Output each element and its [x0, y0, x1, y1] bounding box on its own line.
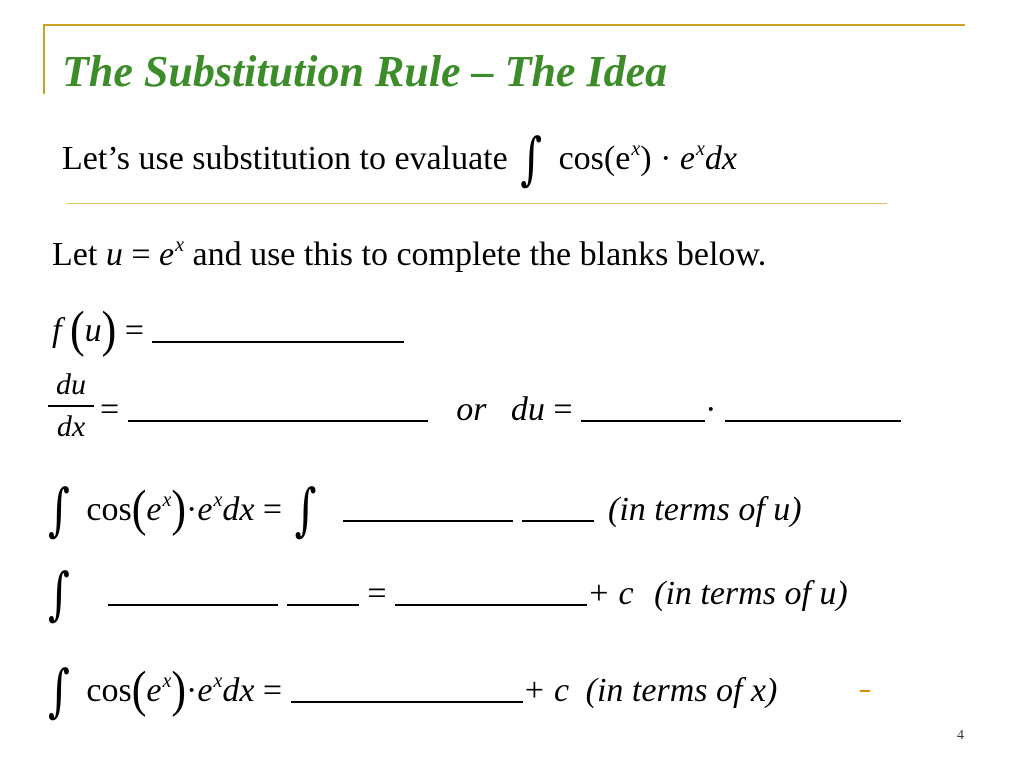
dot-operator: ·: [660, 140, 672, 177]
intro-line: [62, 125, 737, 192]
frac-bar: [48, 405, 94, 407]
fu-f: f: [52, 312, 62, 349]
e-var: e: [197, 672, 213, 709]
cos-word: cos: [86, 672, 132, 709]
blank-antiderivative-u[interactable]: [395, 602, 587, 606]
let-eq: =: [131, 236, 151, 273]
exponent-x: x: [631, 138, 641, 160]
exponent-x: x: [695, 138, 705, 160]
frame-top-rule: [43, 24, 965, 26]
integral-sign: ∫: [48, 476, 70, 543]
integral-sign: ∫: [294, 476, 317, 543]
frame-left-rule: [43, 24, 45, 94]
du-word: du: [510, 391, 545, 428]
slide-title: The Substitution Rule – The Idea: [62, 47, 668, 96]
let-prefix: Let: [52, 236, 98, 273]
intro-dx: dx: [704, 140, 737, 177]
blank-du-2[interactable]: [287, 602, 359, 606]
in-terms-of-u: (in terms of u): [608, 491, 802, 528]
intro-integrand-close: ): [640, 140, 652, 177]
exponent-x: x: [213, 670, 223, 692]
dot-operator: ·: [705, 391, 717, 428]
eq-sign: =: [367, 575, 387, 612]
in-terms-of-x: (in terms of x): [585, 672, 778, 709]
dx-var: dx: [222, 491, 255, 528]
let-suffix: and use this to complete the blanks below.: [192, 236, 767, 273]
fu-line: [52, 301, 404, 358]
e-var: e: [197, 491, 213, 528]
intro-text: Let’s use substitution to evaluate: [62, 140, 508, 177]
e-var: e: [146, 491, 162, 528]
close-paren: ): [171, 661, 187, 718]
integral-line-1: [44, 476, 802, 543]
blank-fu[interactable]: [152, 339, 404, 343]
let-e: e: [159, 236, 175, 273]
integral-sign: ∫: [48, 560, 70, 627]
close-paren: ): [171, 480, 187, 537]
exponent-x: x: [162, 489, 172, 511]
frac-numerator: du: [56, 368, 86, 401]
integral-line-2: [44, 560, 848, 627]
blank-dudx[interactable]: [128, 418, 428, 422]
blank-antiderivative-x[interactable]: [291, 699, 523, 703]
cos-word: cos: [86, 491, 132, 528]
integral-sign: ∫: [48, 657, 70, 724]
let-line: [52, 234, 767, 273]
section-divider: [67, 203, 887, 204]
open-paren: (: [69, 301, 85, 358]
let-u: u: [105, 236, 123, 273]
eq-sign: =: [262, 491, 283, 528]
blank-du-factor-2[interactable]: [725, 418, 901, 422]
intro-e: e: [679, 140, 695, 177]
blank-integrand-u-2[interactable]: [108, 602, 278, 606]
fu-u: u: [84, 312, 102, 349]
or-word: or: [456, 391, 487, 428]
plus-c: + c: [587, 575, 634, 612]
dot-operator: ·: [186, 672, 198, 709]
blank-integrand-u[interactable]: [343, 518, 513, 522]
open-paren: (: [131, 480, 147, 537]
exponent-x: x: [213, 489, 223, 511]
exponent-x: x: [162, 670, 172, 692]
intro-integrand-cos: cos(e: [558, 140, 631, 177]
integral-sign: ∫: [520, 125, 543, 192]
du-eq: =: [553, 391, 573, 428]
open-paren: (: [131, 661, 147, 718]
du-dx-fraction: [48, 368, 94, 444]
dot-operator: ·: [186, 491, 198, 528]
dudx-eq: =: [100, 391, 120, 428]
orange-mark: [860, 690, 870, 692]
fu-eq: =: [124, 312, 144, 349]
dx-var: dx: [222, 672, 255, 709]
integral-line-3: [44, 657, 778, 724]
plus-c: + c: [522, 672, 570, 709]
exponent-x: x: [175, 234, 184, 256]
close-paren: ): [101, 301, 117, 358]
in-terms-of-u: (in terms of u): [654, 575, 848, 612]
eq-sign: =: [262, 672, 283, 709]
dudx-line: [100, 393, 901, 427]
blank-du-factor-1[interactable]: [581, 418, 705, 422]
frac-denominator: dx: [56, 410, 86, 443]
blank-du[interactable]: [522, 518, 594, 522]
page-number: 4: [957, 728, 964, 743]
e-var: e: [146, 672, 162, 709]
